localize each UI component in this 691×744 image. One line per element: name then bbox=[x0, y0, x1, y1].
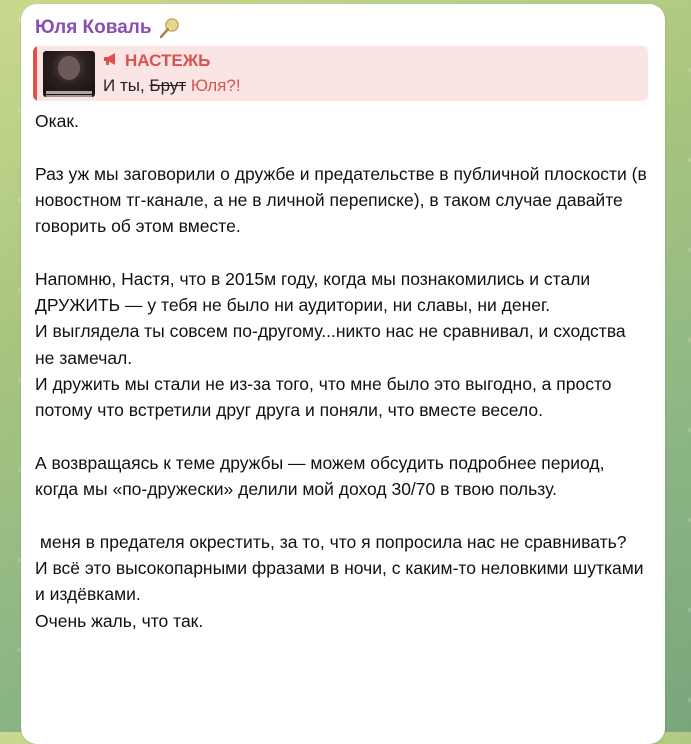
sender-name-row[interactable] bbox=[35, 17, 180, 39]
tennis-racket-icon bbox=[158, 17, 180, 39]
sender-name[interactable]: Юля Коваль bbox=[35, 17, 152, 38]
reply-thumbnail bbox=[43, 51, 95, 97]
message-line: меня в предателя окрестить, за то, что я попросила нас не сравнивать? bbox=[35, 531, 627, 552]
reply-text-prefix: И ты, bbox=[103, 76, 150, 95]
reply-channel-name: НАСТЕЖЬ bbox=[125, 51, 211, 70]
message-line: Напомню, Настя, что в 2015м году, когда мы познакомились и стали ДРУЖИТЬ — у тебя не было ни аудитории, ни славы, ни денег. bbox=[35, 268, 596, 316]
message-line: Очень жаль, что так. bbox=[35, 610, 204, 631]
message-line: Раз уж мы заговорили о дружбе и предательстве в публичной плоскости (в новостном тг-канале, а не в личной переписке), в таком случае давайте говорить об этом вместе. bbox=[35, 163, 652, 237]
reply-quote[interactable] bbox=[33, 46, 648, 101]
message-bubble[interactable] bbox=[21, 4, 665, 744]
message-line: И всё это высокопарными фразами в ночи, с каким-то неловкими шутками и издёвками. bbox=[35, 558, 649, 605]
reply-text-struck: Брут bbox=[149, 76, 187, 95]
reply-accent-bar bbox=[33, 46, 37, 101]
reply-text bbox=[103, 76, 241, 96]
message-line: Окак. bbox=[35, 111, 79, 131]
reply-channel-row bbox=[103, 51, 210, 71]
message-line: И выглядела ты совсем по-другому...никто нас не сравнивал, и сходства не замечал. bbox=[35, 321, 631, 368]
message-line: И дружить мы стали не из-за того, что мне было это выгодно, а просто потому что встретили друг друга и поняли, что вместе весело. bbox=[35, 373, 617, 421]
message-text bbox=[35, 108, 652, 634]
reply-text-accent: Юля?! bbox=[186, 76, 241, 95]
megaphone-icon bbox=[103, 51, 119, 71]
message-line: А возвращаясь к теме дружбы — можем обсудить подробнее период, когда мы «по-дружески» делили мой доход 30/70 в твою пользу. bbox=[35, 452, 610, 500]
